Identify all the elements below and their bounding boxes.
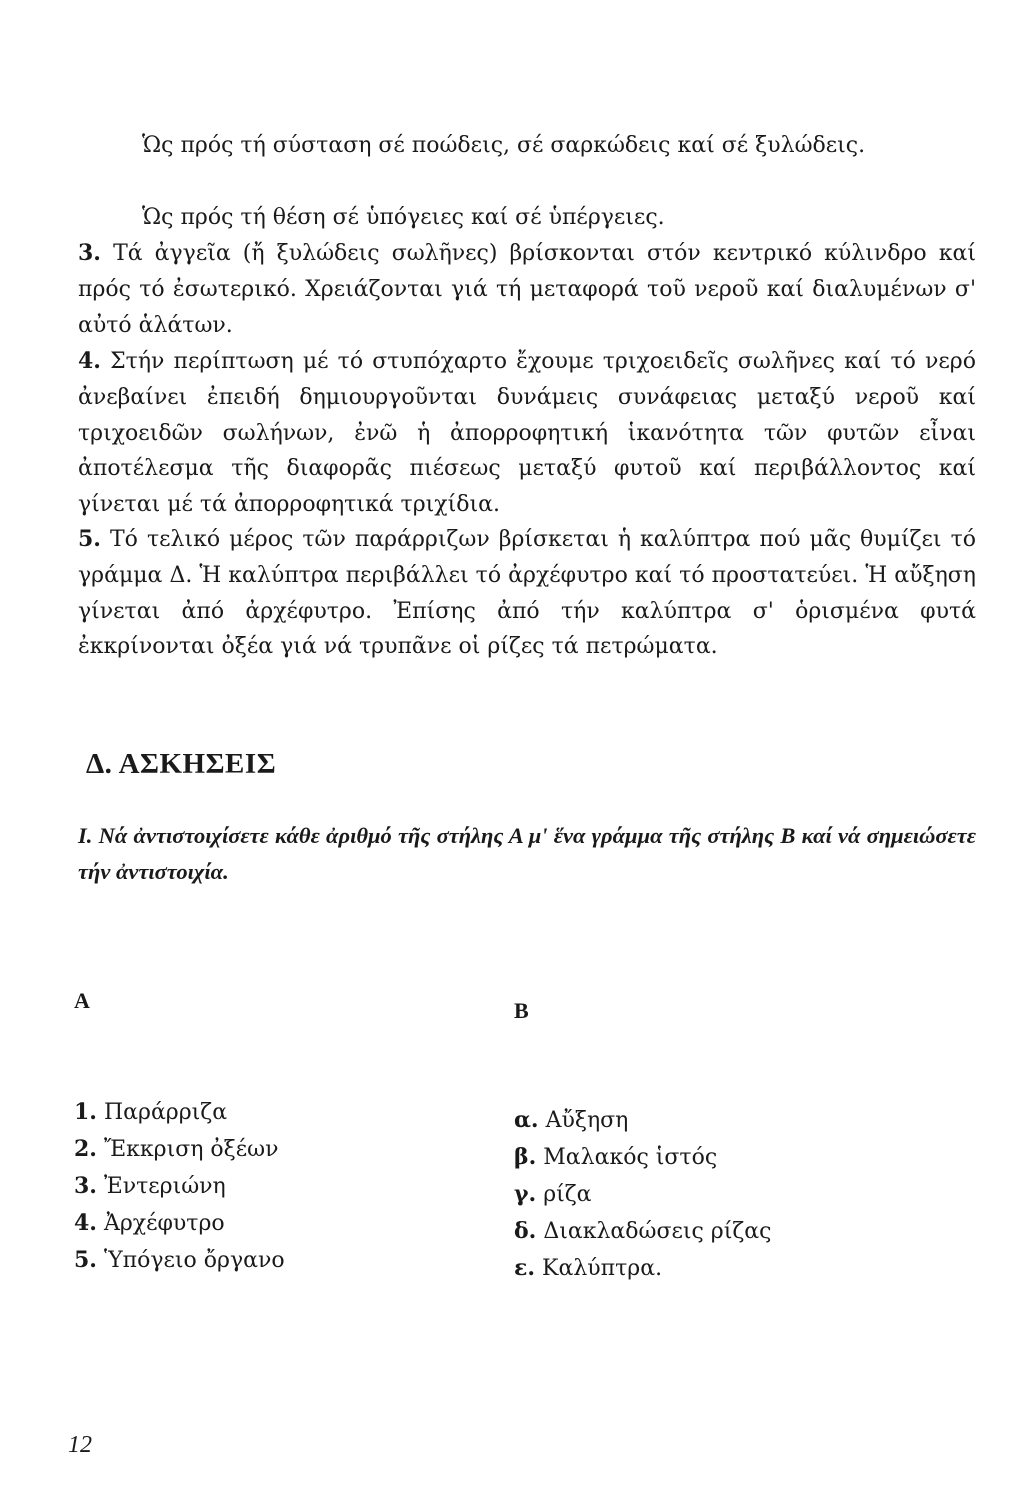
paragraph-position	[78, 200, 976, 236]
paragraph-number-4: 4.	[78, 348, 101, 374]
list-item: 3. Ἐντεριώνη	[74, 1173, 226, 1199]
text-line-composition: Ὡς πρός τή σύσταση σέ ποώδεις, σέ σαρκώδεις καί σέ ξυλώδεις.	[142, 133, 866, 158]
column-a-list	[74, 1094, 285, 1279]
list-item: γ. ρίζα	[514, 1181, 592, 1207]
section-heading: Δ. ΑΣΚΗΣΕΙΣ	[86, 748, 277, 780]
paragraph-text-4: Στήν περίπτωση μέ τό στυπόχαρτο ἔχουμε τριχοειδεῖς σωλῆνες καί τό νερό ἀνεβαίνει ἐπειδή δημιουργοῦνται δυνάμεις συνάφειας μεταξύ νεροῦ καί τριχοειδῶν σωλήνων, ἐνῶ ἡ ἀπορροφητική ἱκανότητα τῶν φυτῶν εἶναι ἀποτέλεσμα τῆς διαφορᾶς πιέσεως μεταξύ φυτοῦ καί περιβάλλοντος καί γίνεται μέ τά ἀπορροφητικά τριχίδια.	[78, 349, 976, 518]
list-item: 2. Ἔκκριση ὀξέων	[74, 1136, 279, 1162]
column-a-header: Α	[74, 988, 90, 1013]
list-item: δ. Διακλαδώσεις ρίζας	[514, 1218, 772, 1244]
paragraph-4	[78, 344, 976, 523]
column-b-header: Β	[514, 998, 529, 1023]
list-item: α. Αὔξηση	[514, 1107, 629, 1133]
paragraph-composition	[78, 128, 976, 164]
paragraph-3	[78, 236, 976, 343]
page-number: 12	[68, 1432, 92, 1458]
list-item: β. Μαλακός ἱστός	[514, 1144, 718, 1170]
exercise-instruction: Ι. Νά ἀντιστοιχίσετε κάθε ἀριθμό τῆς στήλης Α μ' ἕνα γράμμα τῆς στήλης Β καί νά σημειώσετε τήν ἀντιστοιχία.	[78, 823, 976, 884]
list-item: ε. Καλύπτρα.	[514, 1255, 663, 1281]
paragraph-5	[78, 522, 976, 665]
text-line-position: Ὡς πρός τή θέση σέ ὑπόγειες καί σέ ὑπέργειες.	[142, 205, 665, 230]
paragraph-number-3: 3.	[78, 240, 101, 266]
list-item: 1. Παράρριζα	[74, 1099, 228, 1125]
paragraph-text-5: Τό τελικό μέρος τῶν παράρριζων βρίσκεται ἡ καλύπτρα πού μᾶς θυμίζει τό γράμμα Δ. Ἡ καλύπτρα περιβάλλει τό ἀρχέφυτρο καί τό προστατεύει. Ἡ αὔξηση γίνεται ἀπό ἀρχέφυτρο. Ἐπίσης ἀπό τήν καλύπτρα σ' ὁρισμένα φυτά ἐκκρίνονται ὀξέα γιά νά τρυπᾶνε οἱ ρίζες τά πετρώματα.	[78, 527, 976, 660]
list-item: 5. Ὑπόγειο ὄργανο	[74, 1247, 285, 1273]
list-item: 4. Ἀρχέφυτρο	[74, 1210, 225, 1236]
paragraph-number-5: 5.	[78, 526, 101, 552]
paragraph-text-3: Τά ἀγγεῖα (ἤ ξυλώδεις σωλῆνες) βρίσκονται στόν κεντρικό κύλινδρο καί πρός τό ἐσωτερικό. Χρειάζονται γιά τή μεταφορά τοῦ νεροῦ καί διαλυμένων σ' αὐτό ἁλάτων.	[78, 241, 976, 338]
column-b-list	[514, 1102, 771, 1287]
